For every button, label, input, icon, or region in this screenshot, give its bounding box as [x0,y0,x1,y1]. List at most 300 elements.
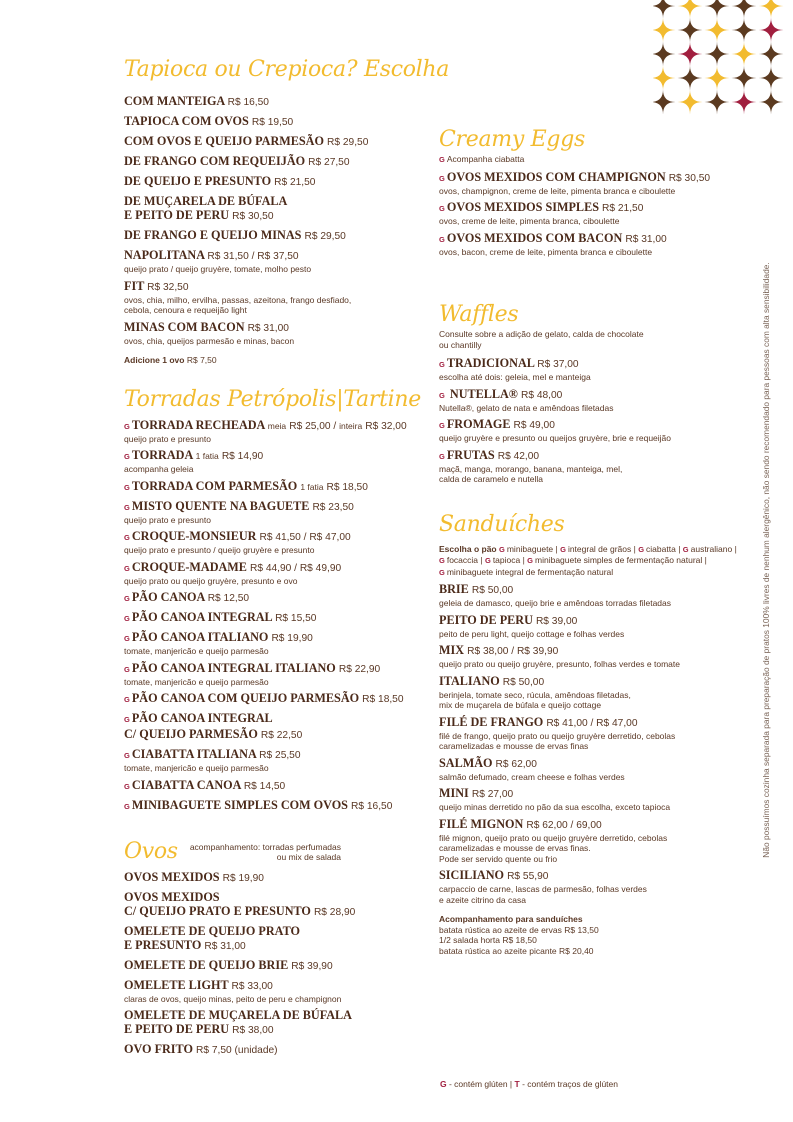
item-price: R$ 31,00 [247,322,289,334]
item-name [124,94,424,110]
item-description: Nutella®, gelato de nata e amêndoas filetadas [439,402,614,413]
decor-star [759,66,784,91]
item-description: mix de muçarela de búfala e queijo cottage [439,700,602,710]
bread-option: tapioca [492,555,521,565]
item-title: OMELETE LIGHT [124,977,229,992]
menu-item [439,868,749,905]
bread-options [439,544,749,579]
decor-star [705,42,730,67]
gluten-mark: G [439,556,445,565]
item-title-line-2: C/ QUEIJO PARMESÃO [124,727,258,741]
menu-item [124,154,424,170]
decor-star [653,66,676,91]
item-title-line-2: E PEITO DE PERU [124,1022,230,1036]
section-title-torradas: Torradas Petrópolis|Tartine [124,386,421,412]
item-title: DE QUEIJO E PRESUNTO [124,174,272,188]
menu-item [124,529,424,556]
bread-option: minibaguete integral de fermentação natural [446,566,614,577]
menu-item [124,228,424,244]
decor-star [705,66,730,91]
item-price: R$ 16,50 [351,800,393,812]
decor-star [759,18,784,43]
item-price: R$ 21,50 [602,203,644,214]
item-name [124,978,424,994]
bread-option: minibaguete [506,543,554,554]
item-name-line-2 [124,727,424,743]
item-description: queijo prato e presunto [124,433,211,444]
item-title-line-2: C/ QUEIJO PRATO E PRESUNTO [124,903,311,918]
section-title-sanduiches: Sanduíches [439,511,565,537]
waffles-note-line-1: Consulte sobre a adição de gelato, calda de chocolate [439,329,644,339]
item-title: FILÉ DE FRANGO [439,714,544,729]
decor-star [653,90,676,115]
item-description: carpaccio de carne, lascas de parmesão, folhas verdes [439,884,647,894]
item-name [124,924,424,938]
menu-item [124,630,424,657]
menu-item [439,817,749,865]
item-name [124,114,424,130]
item-price: R$ 31,00 [204,940,246,952]
decor-star [759,0,784,19]
item-description: ovos, bacon, creme de leite, pimenta branca e ciboulette [439,246,653,257]
item-description: berinjela, tomate seco, rúcula, amêndoas filetadas, [439,689,631,700]
creamy-note [439,154,749,166]
item-title: MINI [439,786,469,800]
item-title: OMELETE DE QUEIJO PRATO [124,923,300,938]
item-name [124,248,424,264]
decor-star [732,90,757,115]
menu-item [439,448,749,485]
item-title: FROMAGE [446,417,511,431]
tapioca-list [124,94,424,346]
menu-item [124,778,424,794]
item-name [439,643,749,659]
gluten-mark: G [439,451,445,461]
item-title: PEITO DE PERU [439,612,533,627]
gluten-mark: G [439,155,445,164]
bread-options-label: Escolha o pão [439,543,497,554]
item-title: TRADICIONAL [446,356,535,370]
bread-option: focaccia [446,555,479,565]
gluten-mark: G [682,544,689,554]
menu-item [124,279,424,316]
menu-item [439,200,749,227]
menu-item [124,1042,424,1058]
price-separator: / [330,420,340,432]
item-name [124,747,424,763]
gluten-mark: G [124,452,130,461]
menu-item [439,643,749,670]
item-name [124,279,424,295]
gluten-mark: G [527,556,534,565]
item-name [124,610,424,626]
item-description: queijo prato / queijo gruyère, tomate, molho pesto [124,264,312,274]
menu-item [124,711,424,743]
item-description: tomate, manjericão e queijo parmesão [124,676,269,687]
torradas-section [124,386,424,814]
item-title: MISTO QUENTE NA BAGUETE [131,498,310,513]
gluten-mark: G [124,664,130,674]
item-title: BRIE [439,582,469,596]
bread-option: australiano [690,543,733,554]
item-name [439,786,749,802]
item-price: R$ 28,90 [313,906,356,918]
item-name [124,418,424,434]
decor-star [732,42,757,67]
menu-item [124,448,424,475]
item-name [124,134,424,150]
item-name [124,320,424,336]
sandwich-side-item: 1/2 salada horta R$ 18,50 [439,935,537,945]
item-title: PÃO CANOA INTEGRAL [131,610,273,624]
decor-star [732,0,757,19]
item-description: escolha até dois: geleia, mel e manteiga [439,372,591,382]
waffles-note-line-2: ou chantilly [439,339,482,350]
item-price: R$ 48,00 [520,389,563,401]
menu-item [124,747,424,774]
item-name [124,890,424,904]
decor-star [678,0,703,19]
item-name [124,529,424,545]
sandwich-sides [439,914,749,956]
menu-item [124,174,424,190]
add-egg-price: R$ 7,50 [186,355,217,365]
menu-item [124,1008,424,1038]
item-name [439,356,749,372]
item-name [124,1008,424,1022]
menu-item [124,798,424,814]
menu-item [124,691,424,707]
item-title: PÃO CANOA COM QUEIJO PARMESÃO [131,691,360,705]
item-price: R$ 41,00 / R$ 47,00 [546,717,638,729]
add-egg-label: Adicione 1 ovo [124,355,185,365]
item-price: R$ 15,50 [275,613,317,624]
right-column [439,126,749,956]
gluten-mark: G [124,751,130,760]
item-name [124,154,424,170]
gluten-mark: G [124,533,130,542]
add-egg-note [124,355,424,366]
sanduiches-section [439,511,749,957]
item-title: COM MANTEIGA [124,94,225,108]
menu-item [124,958,424,974]
item-price: R$ 19,90 [222,872,264,884]
item-description: acompanha geleia [124,464,194,474]
gluten-mark: G [638,544,645,554]
menu-item [439,613,749,640]
item-description: calda de caramelo e nutella [439,474,543,484]
decor-star [678,42,703,67]
menu-item [124,114,424,130]
menu-item [439,582,749,609]
item-name [124,194,424,208]
decor-star [759,42,784,67]
gluten-mark: G [439,421,445,430]
item-price: R$ 32,00 [365,420,407,432]
gluten-mark: G [439,234,445,244]
item-title: SALMÃO [439,755,493,770]
menu-item [124,134,424,150]
item-price: R$ 27,50 [308,157,350,168]
sandwich-side-item: batata rústica ao azeite picante R$ 20,40 [439,945,594,956]
item-price: R$ 41,50 / R$ 47,00 [259,532,351,543]
item-title: CROQUE-MADAME [131,559,247,574]
gluten-legend-g-text: - contém glúten | [446,1079,515,1089]
item-name [124,1042,424,1058]
sanduiches-list [439,582,749,905]
item-title: ITALIANO [439,673,500,688]
item-title: NUTELLA® [446,386,518,401]
item-portion: 1 fatia [300,481,324,492]
item-title: OVOS MEXIDOS SIMPLES [446,200,599,214]
item-price: R$ 38,00 [232,1025,274,1036]
gluten-mark: G [124,421,130,431]
menu-item [439,356,749,383]
decor-star [759,90,784,115]
item-title: CIABATTA ITALIANA [131,747,257,761]
item-title: DE FRANGO COM REQUEIJÃO [124,154,306,168]
section-title-ovos: Ovos [124,838,178,864]
item-description: geleia de damasco, queijo brie e amêndoas torradas filetadas [439,598,672,608]
item-description: queijo prato ou queijo gruyère, presunto e ovo [124,575,298,586]
menu-item [439,417,749,444]
item-name-line-2 [124,208,424,224]
item-title: OVOS MEXIDOS [124,869,220,884]
left-column [124,56,450,1058]
item-title: TORRADA RECHEADA [131,417,265,432]
section-title-tapioca: Tapioca ou Crepioca? Escolha [124,57,450,82]
item-name [124,661,424,677]
item-price: R$ 32,50 [147,281,189,293]
ovos-note-line-2: ou mix de salada [276,852,342,862]
menu-item [124,418,424,445]
gluten-mark: G [124,801,130,811]
menu-item [439,231,749,258]
gluten-legend-t-text: - contém traços de glúten [519,1079,618,1089]
item-price: R$ 14,90 [221,451,264,462]
bread-separator: | [702,555,707,565]
item-description: queijo prato e presunto / queijo gruyère e presunto [124,545,315,555]
item-price: R$ 19,90 [271,633,313,644]
bread-option: minibaguete simples de fermentação natural [535,555,703,565]
item-title: OVOS MEXIDOS [124,889,220,904]
item-name [124,870,424,886]
item-title: PÃO CANOA INTEGRAL ITALIANO [131,660,336,675]
menu-item [124,870,424,886]
item-portion: inteira [339,420,363,431]
item-title-line-2: E PRESUNTO [124,937,202,952]
bread-separator: | [520,555,528,565]
item-description: queijo gruyère e presunto ou queijos gruyère, brie e requeijão [439,433,672,443]
torradas-list [124,418,424,814]
item-description: ovos, chia, queijos parmesão e minas, bacon [124,335,295,346]
item-name [124,711,424,727]
item-price: R$ 38,00 / R$ 39,90 [467,646,559,657]
item-title: FILÉ MIGNON [439,816,524,831]
gluten-mark: G [124,614,130,623]
item-price: R$ 12,50 [207,593,250,604]
bread-separator: | [631,543,639,554]
item-name [124,479,424,495]
bread-option: ciabatta [646,543,676,554]
creamy-note-text: Acompanha ciabatta [446,154,525,164]
item-portion: meia [267,420,287,431]
gluten-mark: G [124,634,130,643]
menu-item [124,661,424,688]
item-description: tomate, manjericão e queijo parmesão [124,646,269,656]
menu-item [124,890,424,920]
decor-star [653,18,676,43]
item-name [439,170,749,186]
item-title: MINIBAGUETE SIMPLES COM OVOS [131,797,348,812]
item-price: R$ 55,90 [507,871,549,882]
gluten-mark: G [484,556,491,565]
item-title: CIABATTA CANOA [131,777,241,792]
item-name [124,499,424,515]
waffles-section [439,301,749,485]
item-name [124,798,424,814]
menu-item [439,674,749,711]
menu-item [439,756,749,783]
gluten-mark: G [439,204,445,213]
waffles-note [439,329,749,350]
item-price: R$ 50,00 [502,676,545,688]
item-price: R$ 7,50 (unidade) [196,1045,278,1056]
bread-separator: | [675,543,683,554]
gluten-mark: G [499,544,505,554]
item-name [439,756,749,772]
menu-item [124,560,424,587]
item-price: R$ 31,50 / R$ 37,50 [207,251,299,262]
menu-item [439,786,749,813]
ovos-section [124,838,424,1059]
item-price: R$ 62,00 / 69,00 [526,819,602,831]
decor-star [653,0,676,19]
item-title: PÃO CANOA ITALIANO [131,630,269,644]
item-price: R$ 22,50 [260,730,303,741]
item-name [124,560,424,576]
item-name [439,387,749,403]
item-name [124,174,424,190]
gluten-mark: G [124,715,130,724]
item-description: queijo prato e presunto [124,514,211,525]
item-description: peito de peru light, queijo cottage e folhas verdes [439,628,625,639]
item-description: caramelizadas e mousse de ervas finas. [439,843,591,853]
gluten-mark: G [439,390,445,400]
item-title: DE FRANGO E QUEIJO MINAS [124,228,302,242]
item-name [124,590,424,606]
item-price: R$ 21,50 [274,177,316,188]
item-title: TORRADA COM PARMESÃO [131,478,298,493]
item-title: MIX [439,643,465,657]
item-title: PÃO CANOA [131,590,205,604]
item-name [124,228,424,244]
item-name [439,417,749,433]
item-price: R$ 39,00 [535,615,578,627]
gluten-legend [440,1079,618,1089]
menu-item [124,94,424,110]
sandwich-sides-title: Acompanhamento para sanduíches [439,914,583,924]
decor-star [678,90,703,115]
menu-item [124,978,424,1005]
item-title: NAPOLITANA [124,248,205,262]
item-title: MINAS COM BACON [124,319,245,334]
item-name [439,582,749,598]
item-name [439,613,749,629]
item-name [439,715,749,731]
item-title: TORRADA [131,448,193,462]
item-title: FRUTAS [446,447,495,462]
gluten-mark: G [439,567,445,577]
item-description: Pode ser servido quente ou frio [439,853,558,864]
menu-item [124,479,424,495]
tapioca-section [124,56,450,366]
item-name [124,448,424,464]
item-description: ovos, champignon, creme de leite, pimenta branca e ciboulette [439,185,676,196]
item-name [439,868,749,884]
allergen-disclaimer: Não possuímos cozinha separada para preparação de pratos 100% livres de nenhum alergênico, não sendo recomendado para pessoas com alta sensibilidade. [761,262,771,858]
item-title: FIT [124,278,145,293]
bread-option: integral de grãos [567,543,632,554]
ovos-list [124,870,424,1059]
item-name-line-2 [124,938,424,954]
ovos-accompaniment-note [190,842,341,863]
item-price: R$ 31,00 [625,233,667,245]
item-description: maçã, manga, morango, banana, manteiga, mel, [439,463,623,474]
menu-item [124,590,424,606]
item-title: TAPIOCA COM OVOS [124,114,249,128]
item-title-line-2: E PEITO DE PERU [124,208,230,222]
menu-item [124,924,424,954]
item-price: R$ 25,00 [289,420,331,432]
gluten-mark: G [560,544,566,554]
decor-star [705,0,730,19]
creamy-list [439,170,749,258]
ovos-note-line-1: acompanhamento: torradas perfumadas [189,841,342,852]
item-title: OMELETE DE QUEIJO BRIE [124,957,289,972]
waffles-list [439,356,749,485]
item-description: caramelizadas e mousse de ervas finas [439,741,589,751]
menu-item [124,248,424,275]
item-name [124,691,424,707]
sandwich-side-item: batata rústica ao azeite de ervas R$ 13,50 [439,924,599,935]
menu-item [124,610,424,626]
item-name [124,630,424,646]
section-title-creamy-eggs: Creamy Eggs [439,127,585,152]
item-price: R$ 30,50 [668,172,711,184]
item-name [439,817,749,833]
item-price: R$ 27,00 [471,789,514,800]
gluten-mark: G [124,781,130,791]
item-description: claras de ovos, queijo minas, peito de peru e champignon [124,993,342,1004]
item-description: queijo minas derretido no pão da sua escolha, exceto tapioca [439,802,671,812]
item-title: DE MUÇARELA DE BÚFALA [124,194,288,208]
menu-item [124,320,424,347]
item-title: CROQUE-MONSIEUR [131,529,257,543]
decor-star [678,18,703,43]
item-price: R$ 42,00 [497,450,540,462]
item-price: R$ 18,50 [326,481,368,493]
decorative-diamond-pattern [653,0,793,125]
item-description: salmão defumado, cream cheese e folhas verdes [439,771,625,782]
item-title: OMELETE DE MUÇARELA DE BÚFALA [124,1008,352,1022]
item-price: R$ 23,50 [312,501,354,513]
item-price: R$ 39,90 [291,960,333,972]
item-description: filé mignon, queijo prato ou queijo gruyère derretido, cebolas [439,832,668,843]
item-price: R$ 25,50 [259,750,301,761]
gluten-mark: G [439,360,445,369]
menu-item [124,194,424,224]
